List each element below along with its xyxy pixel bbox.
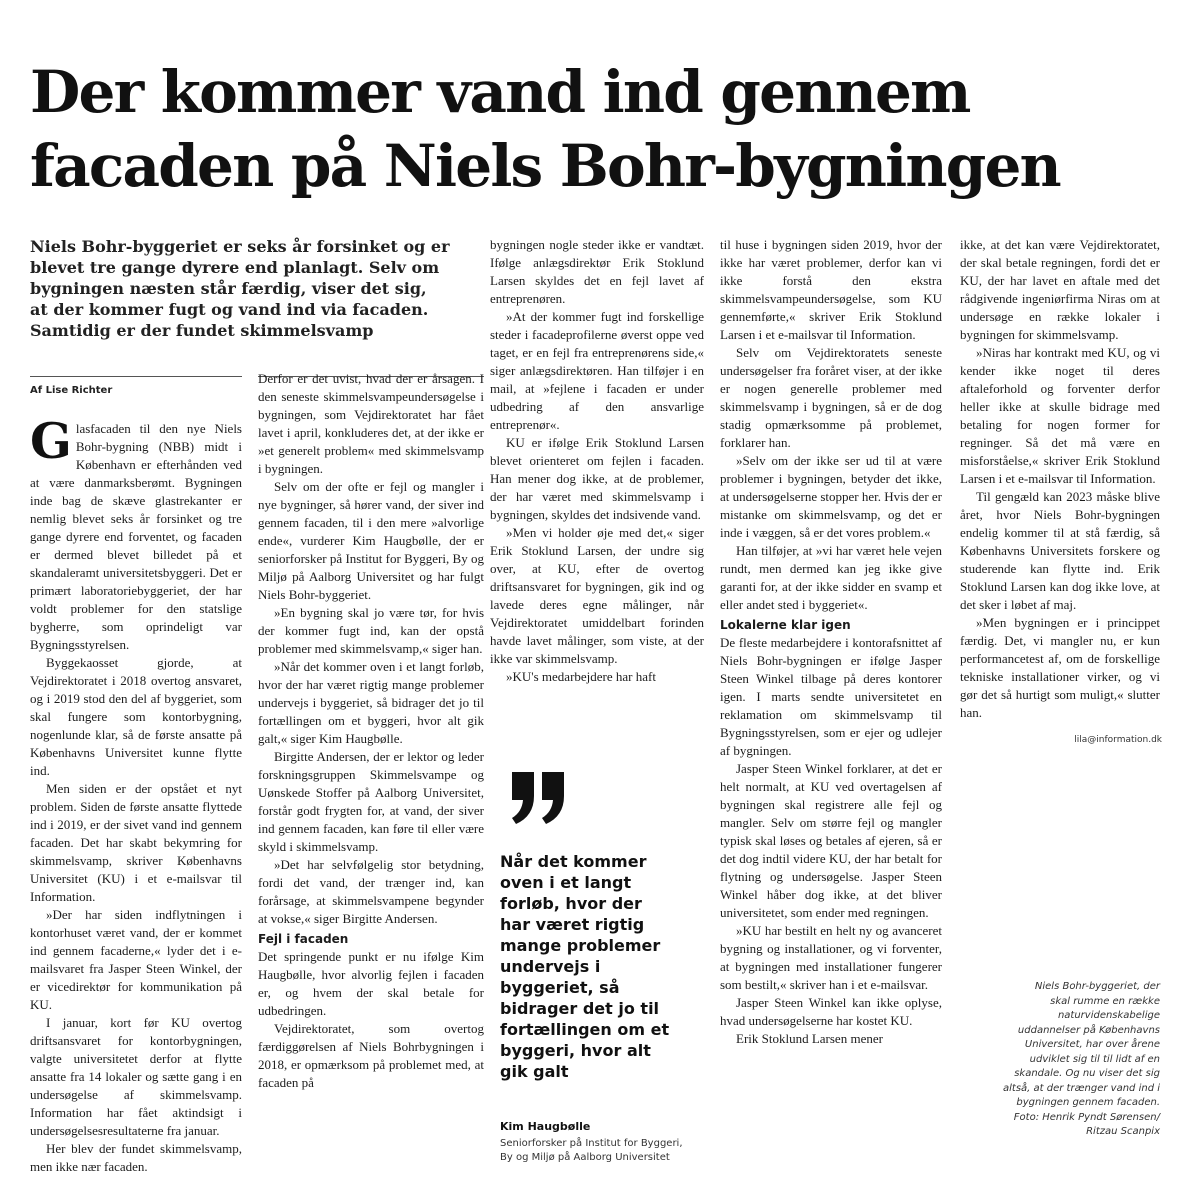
caption-line: naturvidenskabelige [1057,1010,1160,1021]
body-paragraph: »KU's medarbejdere har haft [506,669,656,684]
caption-line: altså, at der trænger vand ind i [1003,1082,1160,1094]
body-paragraph: »Der har siden indflytningen i kontorhuset været vand, der er kommet ind gennem facaderne,« lyder det i e-mailsvaret fra Jasper Steen Winkel, der er vicedirektør for kommunikation på KU. [30,907,242,1012]
body-paragraph: Her blev der fundet skimmelsvamp, men ikke nær facaden. [30,1141,242,1174]
body-paragraph: »At der kommer fugt ind forskellige steder i facadeprofilerne øverst oppe ved taget, er en fejl fra entreprenørens side,« siger anlægsdirektøren. Han tilføjer i en mail, at »fejlene i facaden er under udbedring af den ansvarlige entreprenør«. [490,309,704,432]
body-column-4 [720,236,942,1048]
body-paragraph: Selv om Vejdirektoratets seneste undersøgelser fra foråret viser, at der ikke er nogen generelle problemer med skimmelsvamp i bygningen, så er de dog stadig opmærksomme på problemet, forklarer han. [720,345,942,450]
body-paragraph: Erik Stoklund Larsen mener [736,1031,883,1046]
body-paragraph: Han tilføjer, at »vi har været hele vejen rundt, men dermed kan jeg ikke give garanti for, at der ikke sidder en svamp et eller andet sted i byggeriet«. [720,543,942,612]
body-paragraph: Derfor er det uvist, hvad der er årsagen. I den seneste skimmelsvampeundersøgelse i bygningen, som Vejdirektoratet har fået lavet i april, konkluderes det, at der ikke er »et generelt problem« med skimmelsvamp i bygningen. [258,371,484,476]
body-paragraph: ikke, at det kan være Vejdirektoratet, der skal betale regningen, fordi det er KU, der har lavet en aftale med det rådgivende ingeniørfirma Niras om at undersøge en række lokaler i bygningen for skimmelsvamp. [960,237,1160,342]
body-paragraph: Men siden er der opstået et nyt problem. Siden de første ansatte flyttede ind i 2019, er der sivet vand ind gennem facaden. Det har skabt bekymring for skimmelsvamp, skriver Københavns Universitet (KU) i et e-mailsvar til Information. [30,781,242,904]
caption-line: Universitet, har over årene [1024,1039,1160,1050]
body-paragraph: til huse i bygningen siden 2019, hvor der ikke har været problemer, derfor kan vi ikke forstå den ekstra skimmelsvampeundersøgelse, som KU gennemførte,« skriver Erik Stoklund Larsen i et e-mailsvar til Information. [720,237,942,342]
quote-line: undervejs i [500,956,601,976]
body-paragraph: Selv om der ofte er fejl og mangler i nye bygninger, så hører vand, der siver ind gennem facaden, til i den mere »alvorlige ende«, vurderer Kim Haugbølle, der er seniorforsker på Institut for Byggeri, By og Miljø på Aalborg Universitet og har fulgt Niels Bohr-byggeriet. [258,479,484,602]
photo-caption [985,980,1160,1140]
drop-cap: G [30,412,72,470]
author-email: lila@information.dk [1074,735,1162,745]
body-paragraph: Glasfacaden til den nye Niels Bohr-bygning (NBB) midt i København er efterhånden ved at være danmarksberømt. Bygningen inde bag de skæve glastrekanter er nemlig blevet seks år forsinket og tre gange dyrere end forventet, og facaden er dermed blevet billedet på et skandaleramt universitetsbyggeri. Det er primært laboratoriebyggeriet, der har voldt problemer for den statslige bygherre, som oprindeligt var Bygningsstyrelsen. [30,412,242,652]
byline-divider [30,376,242,377]
quote-line: byggeri, hvor alt [500,1040,651,1060]
body-paragraph: Birgitte Andersen, der er lektor og leder forskningsgruppen Skimmelsvampe og Uønskede Stoffer på Aalborg Universitet, forstår godt frygten for, at vand, der siver ind gennem facaden, kan føre til eller være skyld i skimmelsvamp. [258,749,484,854]
caption-line: Niels Bohr-byggeriet, der [1034,981,1160,992]
role-line: Seniorforsker på Institut for Byggeri, [500,1138,683,1150]
headline-line: Der kommer vand ind gennem [30,58,970,126]
caption-line: udviklet sig til til lidt af en [1029,1053,1160,1065]
body-paragraph: Jasper Steen Winkel forklarer, at det er helt normalt, at KU ved overtagelsen af bygningen skal registrere alle fejl og mangler. Selv om større fejl og mangler typisk skal løses og betales af ejeren, så er det dog indtil videre KU, der har betalt for flytning og undersøgelse. Jasper Steen Winkel håber dog ikke, at det bliver universitetet, som ender med regningen. [720,761,942,920]
headline-line: facaden på Niels Bohr-bygningen [30,131,1060,200]
lead-line: Samtidig er der fundet skimmelsvamp [30,321,374,341]
quote-line: forløb, hvor der [500,893,642,913]
subheading: Lokalerne klar igen [720,618,851,632]
quote-attribution-name: Kim Haugbølle [500,1120,591,1134]
body-column-2 [258,370,484,1092]
body-paragraph: De fleste medarbejdere i kontorafsnittet af Niels Bohr-bygningen er ifølge Jasper Steen Winkel tilbage på deres kontorer igen. I marts sendte universitetet en reklamation om skimmelsvamp til Bygningsstyrelsen, som er ejer og udlejer af bygningen. [720,635,942,758]
pull-quote [500,770,700,1165]
quote-line: Når det kommer [500,852,647,871]
pull-quote-text [500,852,700,1082]
body-paragraph: »Det har selvfølgelig stor betydning, fordi det vand, der trænger ind, kan forårsage, at skimmelsvampene begynder at vokse,« siger Birgitte Andersen. [258,857,484,926]
quote-line: oven i et langt [500,872,632,892]
caption-line: Foto: Henrik Pyndt Sørensen/ [1013,1111,1160,1123]
quote-line: har været rigtig [500,914,645,934]
lead-line: at der kommer fugt og vand ind via facaden. [30,300,429,320]
body-paragraph: KU er ifølge Erik Stoklund Larsen blevet orienteret om fejlen i facaden. Han mener dog ikke, at de problemer, der har været med skimmelsvamp i bygningen, skyldes det indsivende vand. [490,435,704,522]
body-column-3 [490,236,704,686]
body-paragraph: »Når det kommer oven i et langt forløb, hvor der har været rigtig mange problemer undervejs i byggeriet, så bidrager det jo til fortællingen om et byggeri, hvor alt gik galt,« siger Kim Haugbølle. [258,659,484,746]
body-paragraph: »Men vi holder øje med det,« siger Erik Stoklund Larsen, der undre sig over, at KU, efter de overtog driftsansvaret for bygningen, gik ind og lavede deres egne målinger, når Vejdirektoratet umiddelbart forinden havde lavet målinger, som viste, at der ikke var skimmelsvamp. [490,525,704,666]
body-column-5 [960,236,1160,722]
body-column-1 [30,412,242,1176]
byline: Af Lise Richter [30,385,113,396]
body-paragraph: »Niras har kontrakt med KU, og vi kender ikke noget til deres aftaleforhold og forventer derfor heller ikke at skulle bidrage med betaling for nogen former for regninger. Så det må være en misforståelse,« skriver Erik Stoklund Larsen i et e-mailsvar til Information. [960,345,1160,486]
quote-line: fortællingen om et [500,1019,670,1039]
quote-line: gik galt [500,1061,569,1081]
lead-line: Niels Bohr-byggeriet er seks år forsinket og er [30,237,450,256]
body-paragraph: I januar, kort før KU overtog driftsansvaret for kontorbygningen, valgte universitetet derfor at flytte ansatte fra 14 lokaler og sætte gang i en undersøgelse af skimmelsvamp. Information har fået aktindsigt i undersøgelsesresultaterne fra januar. [30,1015,242,1138]
caption-line: bygningen gennem facaden. [1016,1097,1160,1108]
body-paragraph: »KU har bestilt en helt ny og avanceret bygning og installationer, og vi forventer, at bygningen med installationer fungerer som bestilt,« skriver han i et e-mailsvar. [720,923,942,992]
quote-line: mange problemer [500,935,661,955]
body-paragraph: Jasper Steen Winkel kan ikke oplyse, hvad undersøgelserne har kostet KU. [720,995,942,1028]
quote-mark-icon [508,770,568,826]
subheading: Fejl i facaden [258,932,349,946]
headline [30,56,1160,203]
body-paragraph: Det springende punkt er nu ifølge Kim Haugbølle, hvor alvorlig fejlen i facaden er, og hvem der skal betale for udbedringen. [258,949,484,1018]
body-paragraph: bygningen nogle steder ikke er vandtæt. Ifølge anlægsdirektør Erik Stoklund Larsen skyldes det en fejl lavet af entreprenøren. [490,237,704,306]
caption-line: skal rumme en række [1050,995,1160,1007]
quote-line: byggeriet, så [500,977,620,997]
body-paragraph: »Selv om der ikke ser ud til at være problemer i bygningen, betyder det ikke, at undersøgelserne stopper her. Hvis der er mistanke om skimmelsvamp, og det er inde i væggen, så er det vores problem.« [720,453,943,540]
quote-attribution-role [500,1137,700,1165]
caption-line: uddannelser på Københavns [1017,1024,1160,1036]
caption-line: skandale. Og nu viser det sig [1014,1068,1160,1079]
lead-line: blevet tre gange dyrere end planlagt. Selv om [30,258,440,278]
body-paragraph: »En bygning skal jo være tør, for hvis der kommer fugt ind, kan der opstå problemer med skimmelsvamp,« siger han. [258,605,484,656]
lead-paragraph [30,236,460,342]
role-line: By og Miljø på Aalborg Universitet [500,1152,670,1164]
body-paragraph: Til gengæld kan 2023 måske blive året, hvor Niels Bohr-bygningen endelig kommer til at stå færdig, så Københavns Universitets forskere og studerende kan flytte ind. Erik Stoklund Larsen kan dog ikke love, at det sker i løbet af maj. [960,489,1160,612]
body-paragraph: »Men bygningen er i princippet færdig. Det, vi mangler nu, er kun performancetest af, om de forskellige tekniske installationer virker, og vi gør det så hurtigt som muligt,« slutter han. [960,615,1160,720]
caption-line: Ritzau Scanpix [1086,1126,1160,1137]
quote-line: bidrager det jo til [500,998,660,1018]
body-paragraph: Vejdirektoratet, som overtog færdiggørelsen af Niels Bohrbygningen i 2018, er opmærksom på problemet med, at facaden på [258,1021,484,1090]
lead-line: bygningen næsten står færdig, viser det sig, [30,279,427,299]
body-paragraph: Byggekaosset gjorde, at Vejdirektoratet i 2018 overtog ansvaret, og i 2019 stod den del af byggeriet, som skal fungere som kontorbygning, nogenlunde klar, så de første ansatte på Københavns Universitet kunne flytte ind. [30,655,242,778]
